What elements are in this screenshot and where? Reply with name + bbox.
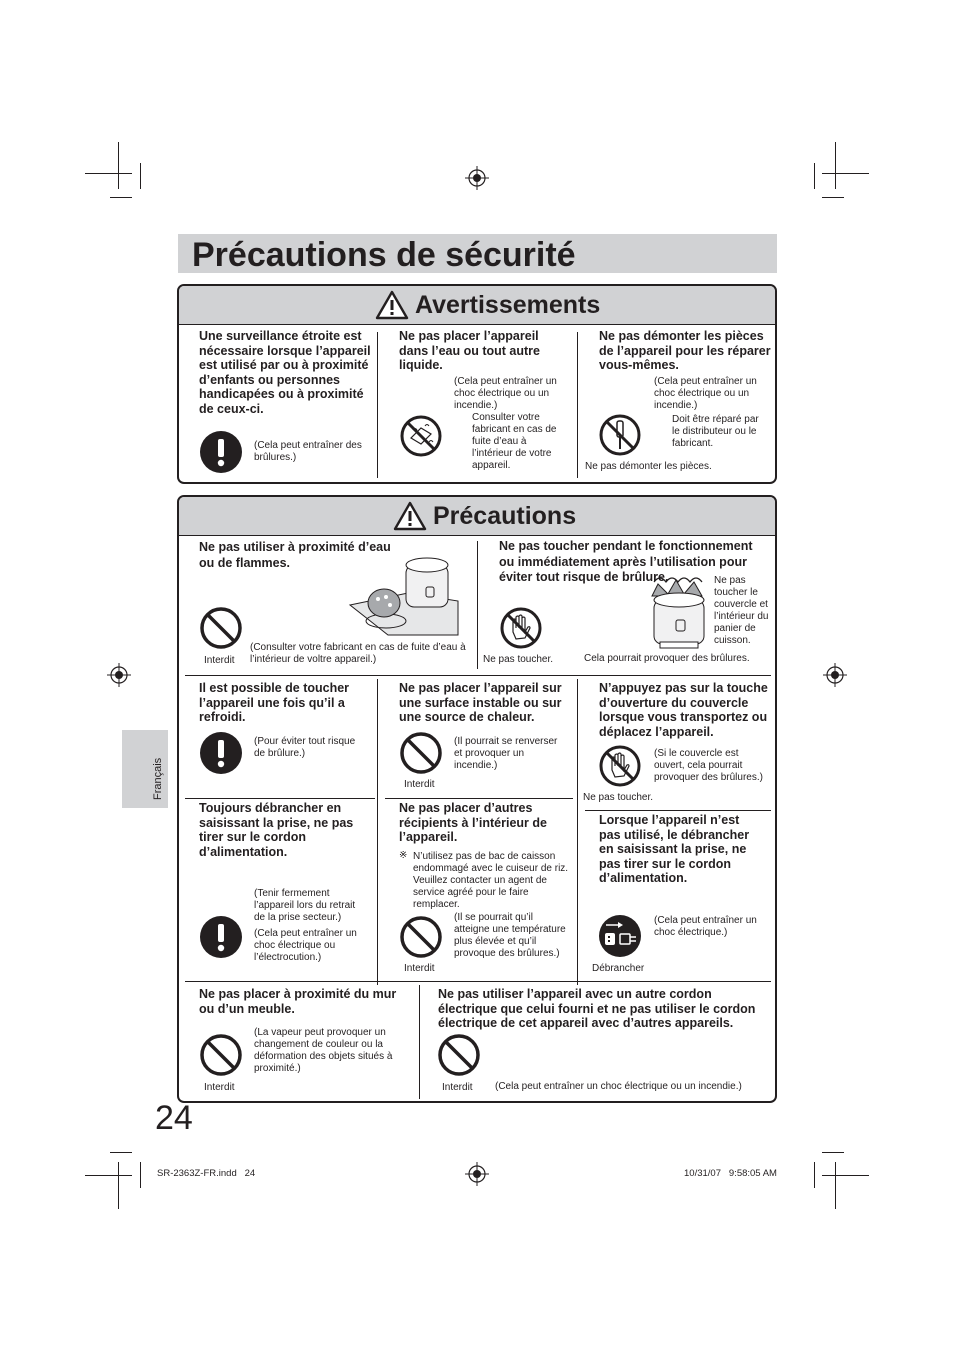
warning-2-note: (Cela peut entraîner un choc électrique ou un incendie.) — [454, 376, 557, 411]
flames-caption: Interdit — [204, 655, 235, 666]
language-tab — [122, 730, 168, 808]
not-used-note: (Cela peut entraîner un choc électrique.) — [654, 915, 757, 938]
touch-side-note: Ne pas toucher le couvercle et l’intérieur du panier de cuisson. — [714, 575, 769, 646]
footer-file: SR-2363Z-FR.indd 24 — [157, 1168, 256, 1179]
crop-mark — [814, 1162, 815, 1188]
crop-mark — [822, 173, 869, 174]
not-used-title: Lorsque l’appareil n’est pas utilisé, le débrancher en saisissant la prise, ne pas tirer sur le cordon d’alimentation. — [599, 813, 750, 885]
containers-remark: N’utilisez pas de bac de caisson endommagé avec le cuiseur de riz. Veuillez contacter un agent de service agréé pour le faire remplacer. — [413, 851, 569, 910]
warning-1-note: (Cela peut entraîner des brûlures.) — [254, 440, 362, 463]
page-number: 24 — [155, 1099, 193, 1137]
crop-mark — [822, 197, 844, 198]
warning-3-note2: Doit être réparé par le distributeur ou le fabricant. — [672, 414, 759, 449]
crop-mark — [118, 1162, 119, 1209]
page-title: Précautions de sécurité — [192, 236, 576, 274]
prohibited-icon — [199, 1033, 243, 1077]
not-used-caption: Débrancher — [592, 963, 645, 974]
wall-note: (La vapeur peut provoquer un changement de couleur ou la déformation des objets situés à proximité.) — [254, 1027, 393, 1074]
warning-triangle-icon — [375, 290, 409, 320]
prohibited-icon — [399, 915, 443, 959]
crop-mark — [835, 142, 836, 189]
cooled-note: (Pour éviter tout risque de brûlure.) — [254, 736, 356, 759]
hot-rice-cooker-illustration — [646, 574, 712, 654]
containers-title: Ne pas placer d’autres récipients à l’intérieur de l’appareil. — [399, 801, 547, 844]
unplug-icon — [598, 914, 642, 958]
mandatory-exclamation-icon — [199, 731, 243, 775]
registration-mark-top — [465, 166, 489, 190]
crop-mark — [140, 163, 141, 189]
unplug-note: (Tenir fermement l’appareil lors du retrait de la prise secteur.) — [254, 888, 356, 923]
crop-mark — [118, 142, 119, 189]
crop-mark — [822, 1152, 844, 1153]
prohibited-icon — [199, 606, 243, 650]
unstable-title: Ne pas placer l’appareil sur une surface instable ou sur une source de chaleur. — [399, 681, 562, 724]
crop-mark — [110, 1152, 132, 1153]
button-note: (Si le couvercle est ouvert, cela pourrait provoquer des brûlures.) — [654, 748, 763, 783]
warning-3-caption: Ne pas démonter les pièces. — [585, 461, 712, 472]
crop-mark — [110, 197, 132, 198]
crop-mark — [814, 163, 815, 189]
prohibited-icon — [437, 1033, 481, 1077]
containers-note: (Il se pourrait qu’il atteigne une température plus élevée et qu’il provoque des brûlures.) — [454, 912, 566, 959]
precautions-heading: Précautions — [433, 502, 577, 530]
no-disassembly-icon — [598, 413, 642, 457]
warning-triangle-icon — [393, 501, 427, 531]
button-caption: Ne pas toucher. — [583, 792, 654, 803]
registration-mark-right — [823, 663, 847, 687]
footer-date: 10/31/07 9:58:05 AM — [684, 1168, 777, 1179]
crop-mark — [140, 1162, 141, 1188]
crop-mark — [85, 1175, 132, 1176]
button-title: N’appuyez pas sur la touche d’ouverture du couvercle lorsque vous transportez ou déplacez l’appareil. — [599, 681, 768, 739]
containers-mark: ※ — [399, 850, 408, 861]
no-water-icon — [399, 414, 443, 458]
wall-title: Ne pas placer à proximité du mur ou d’un meuble. — [199, 987, 397, 1016]
crop-mark — [835, 1162, 836, 1209]
warning-1-title: Une surveillance étroite est nécessaire lorsque l’appareil est utilisé par ou à proximité d’enfants ou personnes handicapées ou à proximité de ceux-ci. — [199, 329, 371, 416]
unstable-caption: Interdit — [404, 779, 435, 790]
wall-caption: Interdit — [204, 1082, 235, 1093]
cooled-title: Il est possible de toucher l’appareil une fois qu’il a refroidi. — [199, 681, 350, 724]
cord-note: (Cela peut entraîner un choc électrique ou un incendie.) — [495, 1081, 742, 1092]
do-not-touch-icon — [598, 744, 642, 788]
page-title-bar — [178, 234, 777, 273]
do-not-touch-icon — [499, 606, 543, 650]
mandatory-exclamation-icon — [199, 915, 243, 959]
crop-mark — [85, 173, 132, 174]
language-tab-label: Français — [152, 757, 164, 800]
warning-3-note: (Cela peut entraîner un choc électrique ou un incendie.) — [654, 376, 757, 411]
flames-title: Ne pas utiliser à proximité d’eau ou de flammes. — [199, 540, 391, 570]
rice-cooker-on-stove-illustration — [348, 545, 460, 637]
containers-caption: Interdit — [404, 963, 435, 974]
mandatory-exclamation-icon — [199, 430, 243, 474]
touch-note: Cela pourrait provoquer des brûlures. — [584, 653, 750, 664]
cord-caption: Interdit — [442, 1082, 473, 1093]
touch-title: Ne pas toucher pendant le fonctionnement ou immédiatement après l’utilisation pour éviter tout risque de brûlure. — [499, 539, 753, 584]
warning-2-note2: Consulter votre fabricant en cas de fuite d’eau à l’intérieur de votre appareil. — [472, 412, 557, 471]
unplug-note2: (Cela peut entraîner un choc électrique ou l’électrocution.) — [254, 928, 357, 963]
warning-2-title: Ne pas placer l’appareil dans l’eau ou tout autre liquide. — [399, 329, 540, 372]
touch-caption: Ne pas toucher. — [483, 654, 554, 665]
warnings-header — [179, 286, 775, 325]
unstable-note: (Il pourrait se renverser et provoquer un incendie.) — [454, 736, 558, 771]
warnings-heading: Avertissements — [415, 291, 601, 319]
crop-mark — [822, 1175, 869, 1176]
cord-title: Ne pas utiliser l’appareil avec un autre cordon électrique que celui fourni et ne pas utiliser le cordon électrique de cet appareil avec d’autres appareils. — [438, 987, 756, 1030]
precautions-header — [179, 497, 775, 536]
prohibited-icon — [399, 731, 443, 775]
unplug-title: Toujours débrancher en saisissant la prise, ne pas tirer sur le cordon d’alimentation. — [199, 801, 354, 859]
flames-note: (Consulter votre fabricant en cas de fuite d’eau à l’intérieur de voltre appareil.) — [250, 642, 466, 665]
warning-3-title: Ne pas démonter les pièces de l’appareil pour les réparer vous-mêmes. — [599, 329, 771, 372]
registration-mark-left — [107, 663, 131, 687]
registration-mark-bottom — [465, 1162, 489, 1186]
